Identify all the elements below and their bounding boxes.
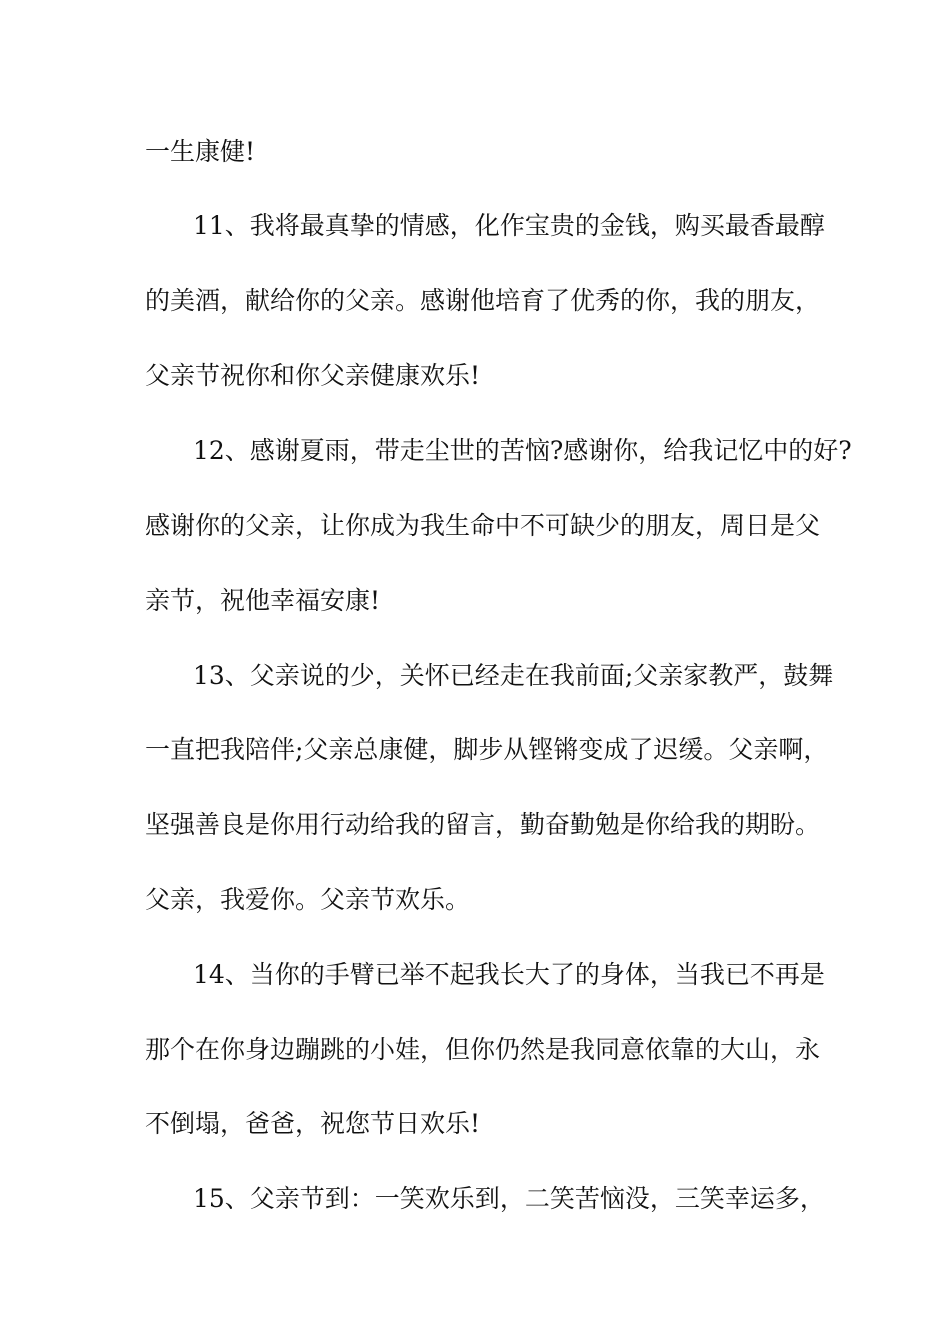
text-line: 坚强善良是你用行动给我的留言，勤奋勤勉是你给我的期盼。 <box>145 810 821 839</box>
text-line: 14、当你的手臂已举不起我长大了的身体，当我已不再是 <box>193 960 825 989</box>
text-line: 不倒塌，爸爸，祝您节日欢乐! <box>145 1109 481 1138</box>
text-line: 亲节，祝他幸福安康! <box>145 586 381 615</box>
text-line: 父亲节祝你和你父亲健康欢乐! <box>145 361 481 390</box>
text-line: 感谢你的父亲，让你成为我生命中不可缺少的朋友，周日是父 <box>145 511 821 540</box>
text-line: 父亲，我爱你。父亲节欢乐。 <box>145 885 471 914</box>
text-line: 的美酒，献给你的父亲。感谢他培育了优秀的你，我的朋友， <box>145 286 821 315</box>
text-line: 13、父亲说的少，关怀已经走在我前面;父亲家教严，鼓舞 <box>193 661 834 690</box>
text-line: 11、我将最真挚的情感，化作宝贵的金钱，购买最香最醇 <box>193 211 825 240</box>
text-line: 那个在你身边蹦跳的小娃，但你仍然是我同意依靠的大山，永 <box>145 1035 821 1064</box>
text-line: 15、父亲节到：一笑欢乐到，二笑苦恼没，三笑幸运多， <box>193 1184 825 1213</box>
text-line: 一生康健! <box>145 137 256 166</box>
text-line: 12、感谢夏雨，带走尘世的苦恼?感谢你，给我记忆中的好? <box>193 436 852 465</box>
text-line: 一直把我陪伴;父亲总康健，脚步从铿锵变成了迟缓。父亲啊， <box>145 735 829 764</box>
